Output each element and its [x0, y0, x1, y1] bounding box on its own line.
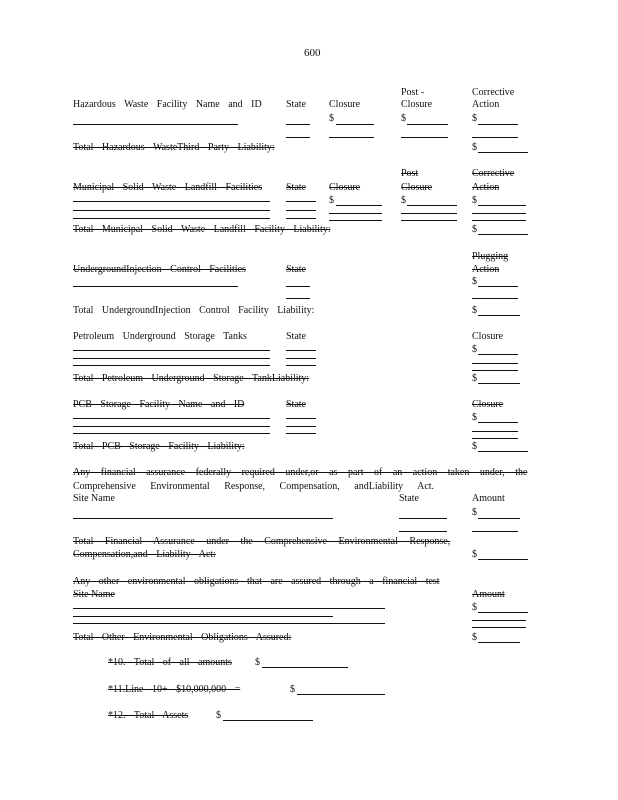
item-11-label: *11.Line 10+ $10,000,000 =: [108, 684, 241, 695]
cercla-amount-line[interactable]: [478, 518, 520, 519]
petroleum-closure-line-1[interactable]: [478, 354, 518, 355]
uic-state-header: State: [286, 264, 306, 275]
item-12-label: *12. Total Assets: [108, 710, 189, 721]
hazardous-post-closure-line[interactable]: [407, 124, 448, 125]
municipal-closure-line-2[interactable]: [329, 213, 382, 214]
municipal-corrective-header-2: Action: [472, 182, 500, 193]
item-11-line[interactable]: [297, 694, 385, 695]
hazardous-post-closure-line-2[interactable]: [401, 137, 448, 138]
cercla-total-1: Total Financial Assurance under the Comprehensive Environmental Response,: [73, 536, 451, 547]
pcb-closure-line-2[interactable]: [472, 431, 518, 432]
municipal-state-header: State: [286, 182, 306, 193]
item-12-line[interactable]: [223, 720, 313, 721]
municipal-state-line-2[interactable]: [286, 210, 316, 211]
cercla-state-line[interactable]: [399, 518, 447, 519]
petroleum-state-line-2[interactable]: [286, 358, 316, 359]
uic-total: Total UndergroundInjection Control Facility Liability:: [73, 305, 315, 316]
cercla-site-name-header: Site Name: [73, 493, 115, 504]
cercla-site-line[interactable]: [73, 518, 333, 519]
municipal-total: Total Municipal Solid Waste Landfill Facility Liability:: [73, 224, 331, 235]
item-11-dollar: $: [290, 684, 295, 695]
pcb-total-dollar: $: [472, 441, 477, 452]
hazardous-heading: Hazardous Waste Facility Name and ID: [73, 99, 262, 110]
municipal-post-closure-dollar: $: [401, 195, 406, 206]
pcb-state-line-3[interactable]: [286, 433, 316, 434]
municipal-name-line-3[interactable]: [73, 218, 270, 219]
hazardous-name-line[interactable]: [73, 124, 238, 125]
municipal-post-closure-header-2: Closure: [401, 182, 433, 193]
petroleum-heading: Petroleum Underground Storage Tanks: [73, 331, 247, 342]
petroleum-state-header: State: [286, 331, 306, 342]
pcb-heading: PCB Storage Facility Name and ID: [73, 399, 245, 410]
other-total-line[interactable]: [478, 642, 520, 643]
uic-plugging-line[interactable]: [478, 286, 518, 287]
hazardous-total: Total Hazardous WasteThird Party Liability:: [73, 142, 275, 153]
municipal-closure-dollar: $: [329, 195, 334, 206]
uic-name-line[interactable]: [73, 286, 238, 287]
hazardous-state-line[interactable]: [286, 124, 310, 125]
municipal-closure-header: Closure: [329, 182, 361, 193]
hazardous-corrective-line-2[interactable]: [472, 137, 518, 138]
municipal-corrective-header-1: Corrective: [472, 168, 515, 179]
pcb-closure-dollar: $: [472, 412, 477, 423]
pcb-name-line-2[interactable]: [73, 426, 270, 427]
municipal-corrective-dollar: $: [472, 195, 477, 206]
municipal-heading: Municipal Solid Waste Landfill Facilities: [73, 182, 263, 193]
municipal-post-closure-header-1: Post: [401, 168, 419, 179]
municipal-corrective-line-3[interactable]: [472, 220, 526, 221]
hazardous-closure-header: Closure: [329, 99, 361, 110]
petroleum-closure-dollar: $: [472, 344, 477, 355]
hazardous-corrective-line[interactable]: [478, 124, 518, 125]
hazardous-total-line[interactable]: [478, 152, 528, 153]
hazardous-closure-line-2[interactable]: [329, 137, 374, 138]
other-amount-header: Amount: [472, 589, 505, 600]
cercla-state-line-2[interactable]: [399, 531, 447, 532]
hazardous-total-dollar: $: [472, 142, 477, 153]
other-amount-line-3[interactable]: [472, 627, 526, 628]
uic-total-dollar: $: [472, 305, 477, 316]
municipal-name-line-2[interactable]: [73, 210, 270, 211]
municipal-total-line[interactable]: [478, 234, 528, 235]
other-total: Total Other Environmental Obligations Assured:: [73, 632, 292, 643]
municipal-post-closure-line-1[interactable]: [407, 205, 457, 206]
petroleum-state-line-3[interactable]: [286, 365, 316, 366]
petroleum-name-line-3[interactable]: [73, 365, 270, 366]
hazardous-corrective-header-1: Corrective: [472, 87, 515, 98]
cercla-amount-line-2[interactable]: [472, 531, 518, 532]
petroleum-closure-line-2[interactable]: [472, 363, 518, 364]
municipal-post-closure-line-3[interactable]: [401, 220, 457, 221]
municipal-state-line-1[interactable]: [286, 201, 316, 202]
petroleum-total-dollar: $: [472, 373, 477, 384]
hazardous-post-closure-header-2: Closure: [401, 99, 433, 110]
other-site-name-header: Site Name: [73, 589, 115, 600]
cercla-amount-dollar: $: [472, 507, 477, 518]
hazardous-closure-dollar: $: [329, 113, 334, 124]
municipal-name-line-1[interactable]: [73, 201, 270, 202]
cercla-total-line[interactable]: [478, 559, 528, 560]
uic-plugging-header-1: Plugging: [472, 251, 509, 262]
pcb-closure-header: Closure: [472, 399, 504, 410]
municipal-post-closure-line-2[interactable]: [401, 213, 457, 214]
pcb-name-line-3[interactable]: [73, 433, 270, 434]
petroleum-name-line-2[interactable]: [73, 358, 270, 359]
hazardous-corrective-dollar: $: [472, 113, 477, 124]
cercla-intro-1: Any financial assurance federally required under,or as part of an action taken under, the: [73, 467, 528, 478]
cercla-state-header: State: [399, 493, 419, 504]
item-10-label: *10. Total of all amounts: [108, 657, 232, 668]
municipal-state-line-3[interactable]: [286, 218, 316, 219]
hazardous-post-closure-dollar: $: [401, 113, 406, 124]
pcb-closure-line-3[interactable]: [472, 438, 518, 439]
hazardous-corrective-header-2: Action: [472, 99, 500, 110]
hazardous-post-closure-header-1: Post -: [401, 87, 425, 98]
uic-state-line-2[interactable]: [286, 298, 310, 299]
petroleum-total: Total Petroleum Underground Storage TankLiability:: [73, 373, 310, 384]
item-10-dollar: $: [255, 657, 260, 668]
municipal-closure-line-1[interactable]: [336, 205, 382, 206]
pcb-total: Total PCB Storage Facility Liability:: [73, 441, 245, 452]
uic-state-line[interactable]: [286, 286, 310, 287]
municipal-corrective-line-2[interactable]: [472, 213, 526, 214]
cercla-total-2: Compensation,and Liability Act:: [73, 549, 216, 560]
hazardous-state-line-2[interactable]: [286, 137, 310, 138]
petroleum-total-line[interactable]: [478, 383, 520, 384]
municipal-corrective-line-1[interactable]: [478, 205, 526, 206]
other-site-line-3[interactable]: [73, 623, 385, 624]
item-10-line[interactable]: [262, 667, 348, 668]
cercla-total-dollar: $: [472, 549, 477, 560]
pcb-total-line[interactable]: [478, 451, 528, 452]
uic-plugging-line-2[interactable]: [472, 298, 518, 299]
other-site-line-2[interactable]: [73, 616, 333, 617]
uic-plugging-dollar: $: [472, 276, 477, 287]
petroleum-state-line-1[interactable]: [286, 350, 316, 351]
hazardous-closure-line[interactable]: [336, 124, 374, 125]
pcb-state-header: State: [286, 399, 306, 410]
other-intro: Any other environmental obligations that are assured through a financial test: [73, 576, 440, 587]
pcb-state-line-1[interactable]: [286, 418, 316, 419]
other-site-line-1[interactable]: [73, 608, 385, 609]
hazardous-state-header: State: [286, 99, 306, 110]
other-amount-dollar: $: [472, 602, 477, 613]
pcb-closure-line-1[interactable]: [478, 422, 518, 423]
municipal-closure-line-3[interactable]: [329, 220, 382, 221]
cercla-amount-header: Amount: [472, 493, 505, 504]
uic-plugging-header-2: Action: [472, 264, 500, 275]
pcb-name-line-1[interactable]: [73, 418, 270, 419]
petroleum-closure-header: Closure: [472, 331, 504, 342]
item-12-dollar: $: [216, 710, 221, 721]
other-total-dollar: $: [472, 632, 477, 643]
petroleum-closure-line-3[interactable]: [472, 370, 518, 371]
petroleum-name-line-1[interactable]: [73, 350, 270, 351]
uic-heading: UndergroundInjection Control Facilities: [73, 264, 246, 275]
municipal-total-dollar: $: [472, 224, 477, 235]
page-number: 600: [304, 47, 321, 59]
uic-total-line[interactable]: [478, 315, 520, 316]
other-amount-line-2[interactable]: [472, 620, 526, 621]
pcb-state-line-2[interactable]: [286, 426, 316, 427]
cercla-intro-2: Comprehensive Environmental Response, Compensation, andLiability Act.: [73, 481, 435, 492]
other-amount-line-1[interactable]: [478, 612, 528, 613]
